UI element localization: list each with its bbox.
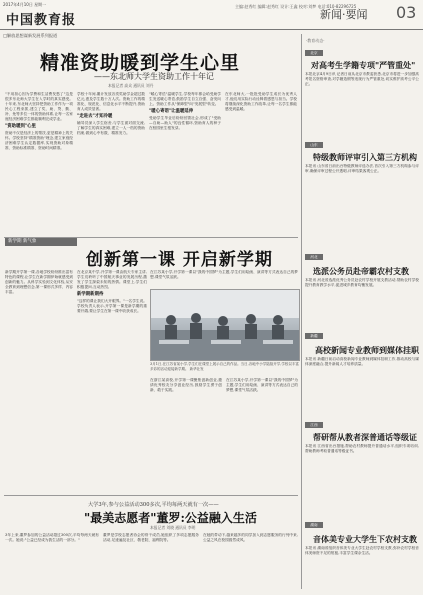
right-tag-5: 江西 [305, 422, 323, 428]
section2-column-5-text: 在浙江某高校,开学第一课聚焦创新创业,邀请优秀校友分享创业经历,鼓励学生勇于创新、敢于实践。 [150, 378, 222, 392]
date-line: 2017年4月10日 星期一 [3, 2, 47, 7]
lead-column-2 [77, 92, 145, 234]
section-name: 新闻·要闻 [320, 8, 368, 21]
classroom-photo [150, 289, 300, 361]
bottom-headline: "最美志愿者"董罗:公益融入生活 [84, 511, 257, 525]
lead-column-4-text: 在东北师大,一批批受助学生成长为优秀人才,他们用实际行动诠释着感恩与担当。学校将继续深化资助工作改革,让每一名学生都能感受到温暖。 [225, 92, 297, 111]
lead-subheadline: ——东北师大学生资助工作十年记 [94, 72, 214, 81]
section-divider [4, 495, 298, 496]
right-body-4 [305, 357, 419, 417]
section-banner: 新学期 新气象 [5, 238, 77, 246]
lead-column-3-text: "暖心寄语"温暖学生,学校每年都会给受助学生发送暖心寄语,鼓励学生自立自强、奋发向上。资助工作从"保障型"向"发展型"转变。 [149, 92, 221, 106]
section2-headline: 创新第一课 开启新学期 [86, 250, 273, 270]
right-headline-6: 音体美专业大学生下农村支教 [313, 534, 417, 544]
masthead [0, 0, 423, 30]
page-number: 03 [396, 3, 417, 22]
section2-column-1-text: 新学期开学第一课,各地学校纷纷推出富有特色的课程,让学生在新学期伊始就感受到创新的魅力。从科学实验到文化体验,从安全教育到理想信念,第一课形式多样、内容丰富。 [5, 270, 73, 294]
bottom-column-2-text: 董罗是学校志愿者协会的骨干成员,她组织了多项志愿服务活动,足迹遍及社区、敬老院、福利院等。 [103, 533, 199, 542]
lead-subhead-3: "暖心寄语"让温暖延伸 [149, 109, 194, 114]
right-kicker: ·教育动态· [306, 38, 325, 43]
section2-column-3-text: "这样的课让我们大开眼界。"一名学生说。学校负责人表示,开学第一课是新学期的重要开端,要让学生在第一课中收获成长。 [77, 299, 147, 313]
bottom-byline: 本报记者 刘晓 通讯员 李明 [150, 525, 196, 530]
newspaper-logo: 中国教育报 [6, 13, 77, 28]
lead-column-1 [5, 92, 73, 234]
lead-column-1-text: "不用担心因为学费和生活费发愁了"这是很多东北师大学生在入学时的真实感受。十年来,东北师大坚持把资助工作作为一项民心工程来抓,建立了奖、助、贷、勤、补、免等多位一体的资助体系,让每一名家庭经济困难学生都能顺利完成学业。 [5, 92, 73, 121]
right-body-3 [305, 278, 419, 328]
right-tag-3: 河北 [305, 254, 323, 260]
right-body-5 [305, 444, 419, 520]
lead-column-4 [225, 92, 297, 234]
lead-column-3 [149, 92, 221, 234]
right-headline-3: 选派公务员赴帝霸农村支教 [313, 266, 409, 276]
lead-subhead-1: "资助暖到"心里 [5, 124, 36, 129]
right-tag-4: 新疆 [305, 333, 323, 339]
right-tag-1: 北京 [305, 50, 323, 56]
bottom-column-1 [5, 533, 99, 591]
section2-column-6 [226, 378, 298, 492]
bottom-column-2 [103, 533, 199, 591]
bottom-kicker: 大学3年,参与公益活动300多次,平均每两天就有一次—— [88, 502, 219, 508]
lead-byline: 本报记者 高众 通讯员 刘丹 [108, 83, 154, 88]
right-body-6-text: 本报讯 湖南省组织音体美专业大学生赴农村学校支教,弥补农村学校音体美师资不足的短板,丰富学生课余生活。 [305, 546, 419, 555]
series-label: □解放思想谋新发展系列报道 [3, 33, 58, 38]
right-headline-4: 高校新闻专业教师到媒体挂职 [315, 345, 419, 355]
right-body-2 [305, 164, 419, 249]
lead-headline: 精准资助暖到学生心里 [40, 52, 241, 74]
section2-column-4-text: 在江苏某小学,开学第一课以"我的中国梦"为主题,学生们用绘画、演讲等方式表达自己的梦想,课堂气氛活跃。 [150, 270, 298, 279]
right-body-6 [305, 546, 419, 592]
right-tag-2: 山东 [305, 142, 323, 148]
right-headline-5: 帮研帮从教者深普通话等级证 [313, 432, 417, 442]
lead-column-2-text-b: 辅导员深入学生宿舍,与学生面对面交流,了解学生的真实困难,建立一人一档的资助档案,做到心中有数、精准发力。 [77, 121, 145, 135]
right-tag-6: 湖南 [305, 522, 323, 528]
section2-column-5 [150, 378, 222, 492]
right-body-2-text: 本报讯 山东省日前出台特级教师评选办法,首次引入第三方机构参与评审,确保评审过程公开透明,评审结果客观公正。 [305, 164, 419, 173]
editor-line: 主编:赵秀红 编辑:赵秀红 设计:王鑫 校对:刘梦 电话:010-82296725 [235, 4, 357, 9]
right-body-5-text: 本报讯 江西省出台措施,帮助农村教师提升普通话水平,组织专项培训,帮助教师考取普通话等级证书。 [305, 444, 419, 453]
right-headline-1: 对高考生学籍专项"严管重处" [311, 60, 416, 70]
right-body-3-text: 本报讯 河北省选派优秀公务员赴农村学校开展支教活动,帮助农村学校提升教育教学水平,促进城乡教育均衡发展。 [305, 278, 419, 287]
classroom-photo-illustration [151, 290, 300, 361]
photo-caption: 3月1日,在江苏省某小学,学生们在课堂上展示自己的作品。当日,各地中小学陆续开学,学校以丰富多彩的活动迎接新学期。 新华社发 [150, 362, 299, 371]
section2-column-2-text: 在北京某中学,开学第一课由航天专家主讲,学生们聆听了中国航天事业的发展历程,激发了学生探索未知的热情。课堂上,学生们积极提问,互动热烈。 [77, 270, 147, 289]
section2-column-top [150, 270, 298, 287]
bottom-column-3 [203, 533, 298, 591]
section2-column-6-text: 在江苏某小学,开学第一课以"我的中国梦"为主题,学生们用绘画、演讲等方式表达自己的梦想,课堂气氛活跃。 [226, 378, 298, 392]
lead-column-3-text-b: 受助学生毕业后纷纷回馈社会,形成了"受助—自助—助人"的良性循环,资助育人的种子在校园里生根发芽。 [149, 116, 221, 130]
lead-subhead-2: "走进去"才知冷暖 [77, 114, 113, 119]
bottom-column-1-text: 3年上来,董罗参加的公益活动超过300次,平均每两天就有一次。她说:"公益已经成为我生活的一部分。" [5, 533, 99, 542]
right-body-1-text: 本报北京4月9日讯 记者日前从北京市教委获悉,北京市将进一步加强高考报名资格审查,对学籍造假等违规行为严管重处,切实维护高考公平公正。 [305, 72, 419, 86]
right-headline-2: 特级教师评审引入第三方机构 [313, 152, 417, 162]
lead-column-2-text: 学校十年间,累计发放各类奖助学金超过数亿元,惠及学生数十万人次。资助工作的精准化、规范化、信息化水平不断提升,资助育人成效显著。 [77, 92, 145, 111]
column-divider [301, 34, 302, 589]
section2-column-2 [77, 270, 147, 492]
right-body-1 [305, 72, 419, 138]
bottom-column-3-text: 在她的带动下,越来越多的同学加入到志愿服务的行列中来,公益之风在校园蔚然成风。 [203, 533, 298, 542]
section2-column-1 [5, 270, 73, 492]
lead-column-1-text-b: 资助不仅是经济上的帮扶,更是精神上的关怀。学校坚持"精准资助"理念,建立家庭经济困难学生认定数据库,实现资助对象精准、资助标准精准、资助时间精准。 [5, 131, 73, 150]
right-body-4-text: 本报讯 新疆日前启动高校新闻专业教师到媒体挂职工作,推动高校与媒体深度融合,提升新闻人才培养质量。 [305, 357, 419, 366]
section2-subhead: 新学期新期待 [77, 292, 104, 297]
